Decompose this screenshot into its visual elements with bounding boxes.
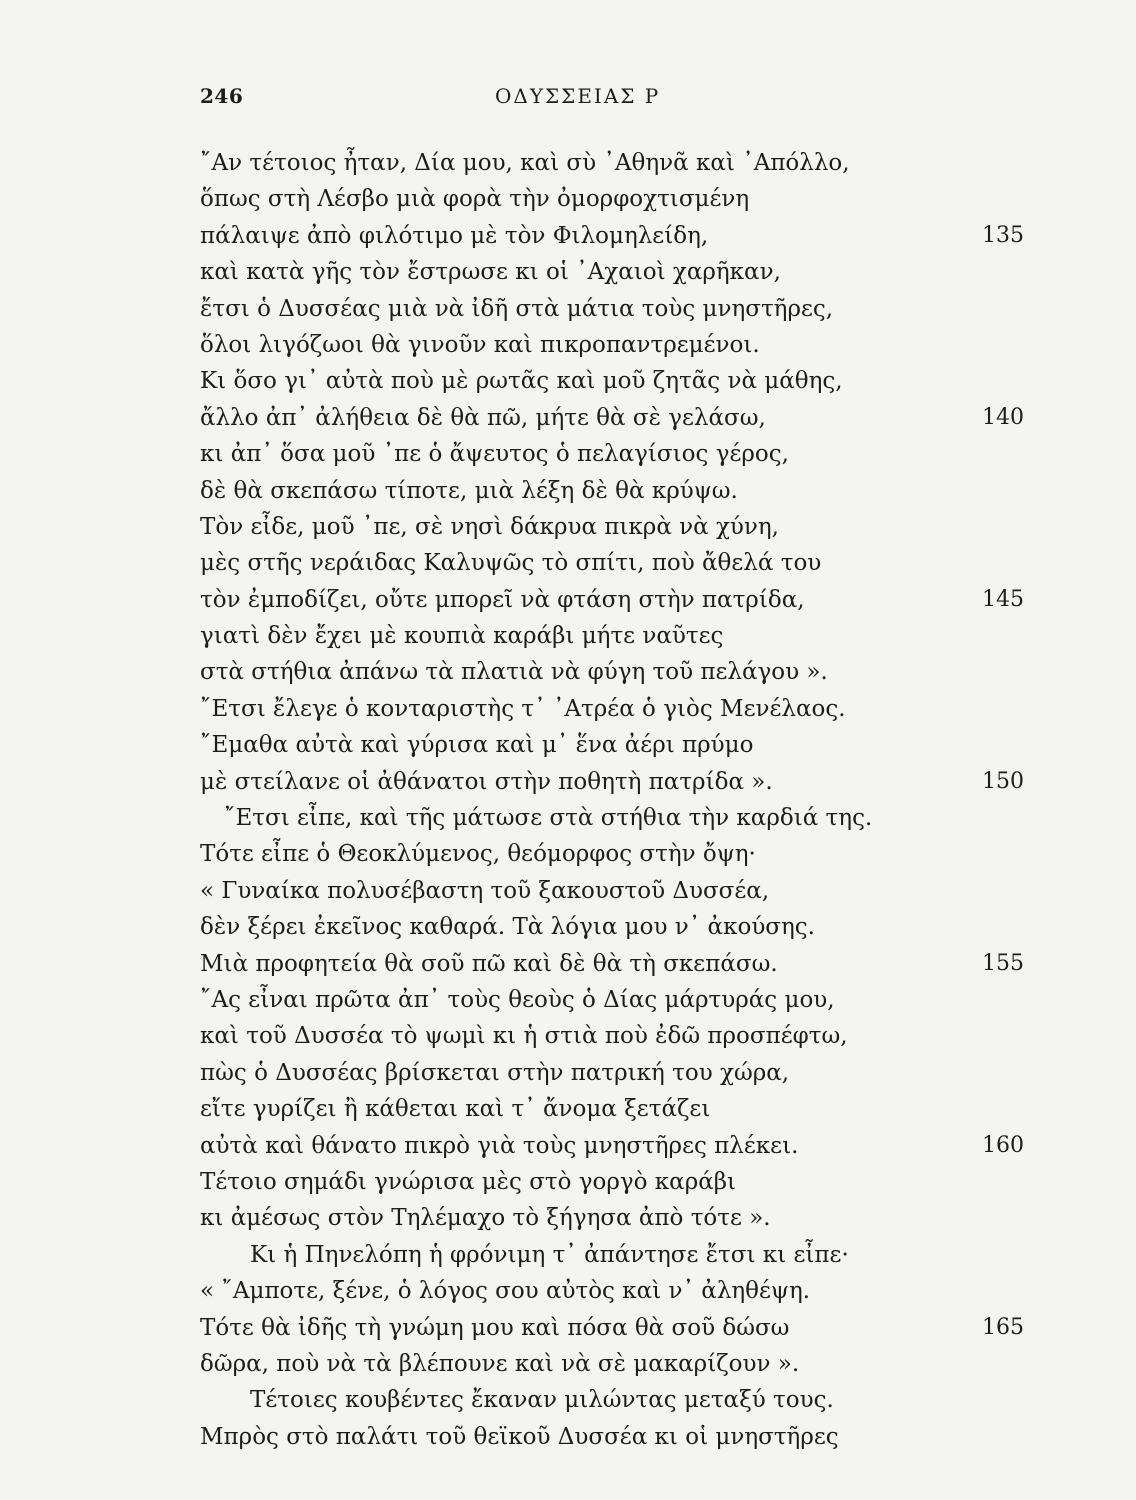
verse-text: μὲς στῆς νεράιδας Καλυψῶς τὸ σπίτι, ποὺ ἄθελά του (200, 550, 822, 577)
verse-text: πὼς ὁ Δυσσέας βρίσκεται στὴν πατρική του χώρα, (200, 1059, 790, 1086)
verse-text: Μιὰ προφητεία θὰ σοῦ πῶ καὶ δὲ θὰ τὴ σκεπάσω. (200, 950, 778, 977)
verse-line (200, 1164, 1060, 1200)
verse-text: δὲν ξέρει ἐκεῖνος καθαρά. Τὰ λόγια μου ν᾿ ἀκούσης. (200, 914, 815, 941)
verse-line (200, 909, 1060, 945)
verse-line (200, 1382, 1060, 1418)
verse-text: ἔτσι ὁ Δυσσέας μιὰ νὰ ἰδῆ στὰ μάτια τοὺς μνηστῆρες, (200, 295, 834, 322)
line-number: 145 (982, 586, 1024, 612)
verse-line (200, 218, 1060, 254)
verse-text: Τότε θὰ ἰδῆς τὴ γνώμη μου καὶ πόσα θὰ σοῦ δώσω (200, 1314, 790, 1341)
page-header (200, 84, 760, 114)
page-number: 246 (200, 84, 244, 108)
verse-line (200, 509, 1060, 545)
verse-line (200, 836, 1060, 872)
verse-text: πάλαιψε ἀπὸ φιλότιμο μὲ τὸν Φιλομηλείδη, (200, 222, 709, 249)
verse-text: γιατὶ δὲν ἔχει μὲ κουπιὰ καράβι μήτε ναῦτες (200, 623, 724, 650)
verse-text: Κι ἡ Πηνελόπη ἡ φρόνιμη τ᾿ ἀπάντησε ἔτσι κι εἶπε· (250, 1241, 849, 1268)
verse-text: μὲ στείλανε οἱ ἀθάνατοι στὴν ποθητὴ πατρίδα ». (200, 768, 773, 795)
verse-text: κι ἀμέσως στὸν Τηλέμαχο τὸ ξήγησα ἀπὸ τότε ». (200, 1205, 771, 1232)
verse-line (200, 1237, 1060, 1273)
verse-text: ῎Αν τέτοιος ἦταν, Δία μου, καὶ σὺ ᾿Αθηνᾶ καὶ ᾿Απόλλο, (200, 150, 850, 176)
verse-line (200, 800, 1060, 836)
verse-text: δὲ θὰ σκεπάσω τίποτε, μιὰ λέξη δὲ θὰ κρύψω. (200, 477, 738, 504)
verse-text: ῎Ας εἶναι πρῶτα ἀπ᾿ τοὺς θεοὺς ὁ Δίας μάρτυράς μου, (200, 986, 835, 1013)
verse-text: αὐτὰ καὶ θάνατο πικρὸ γιὰ τοὺς μνηστῆρες πλέκει. (200, 1132, 799, 1159)
line-number: 155 (982, 950, 1024, 976)
verse-text: ῎Ετσι ἔλεγε ὁ κονταριστὴς τ᾿ ᾿Ατρέα ὁ γιὸς Μενέλαος. (200, 695, 846, 722)
verse-text: ῎Εμαθα αὐτὰ καὶ γύρισα καὶ μ᾿ ἕνα ἀέρι πρύμο (200, 732, 754, 759)
verse-text: Μπρὸς στὸ παλάτι τοῦ θεϊκοῦ Δυσσέα κι οἱ μνηστῆρες (200, 1423, 839, 1450)
verse-line (200, 327, 1060, 363)
line-number: 165 (982, 1314, 1024, 1340)
verse-line (200, 873, 1060, 909)
verse-line (200, 1273, 1060, 1309)
verse-line (200, 1200, 1060, 1236)
verse-text: Τότε εἶπε ὁ Θεοκλύμενος, θεόμορφος στὴν ὄψη· (200, 841, 756, 868)
verse-line (200, 1346, 1060, 1382)
verse-line (200, 618, 1060, 654)
verse-text: ὅλοι λιγόζωοι θὰ γινοῦν καὶ πικροπαντρεμένοι. (200, 331, 760, 358)
line-number: 150 (982, 768, 1024, 794)
verse-line (200, 1128, 1060, 1164)
verse-text: κι ἀπ᾿ ὅσα μοῦ ᾿πε ὁ ἄψευτος ὁ πελαγίσιος γέρος, (200, 441, 789, 468)
verse-line (200, 1055, 1060, 1091)
verse-line (200, 1419, 1060, 1455)
verse-line (200, 764, 1060, 800)
verse-line (200, 982, 1060, 1018)
verse-text: καὶ τοῦ Δυσσέα τὸ ψωμὶ κι ἡ στιὰ ποὺ ἐδῶ προσπέφτω, (200, 1023, 848, 1050)
verse-line (200, 400, 1060, 436)
verse-text: καὶ κατὰ γῆς τὸν ἔστρωσε κι οἱ ᾿Αχαιοὶ χαρῆκαν, (200, 259, 781, 286)
verse-text: ἄλλο ἀπ᾿ ἀλήθεια δὲ θὰ πῶ, μήτε θὰ σὲ γελάσω, (200, 404, 766, 431)
verse-line (200, 1310, 1060, 1346)
verse-line (200, 727, 1060, 763)
verse-text: Τέτοιο σημάδι γνώρισα μὲς στὸ γοργὸ καράβι (200, 1168, 737, 1195)
verse-line (200, 181, 1060, 217)
verse-block (200, 145, 1060, 1455)
verse-text: εἴτε γυρίζει ἢ κάθεται καὶ τ᾿ ἄνομα ξετάζει (200, 1096, 711, 1123)
verse-line (200, 254, 1060, 290)
verse-text: ῎Ετσι εἶπε, καὶ τῆς μάτωσε στὰ στήθια τὴν καρδιά της. (224, 805, 873, 832)
verse-line (200, 436, 1060, 472)
verse-text: ὅπως στὴ Λέσβο μιὰ φορὰ τὴν ὀμορφοχτισμένη (200, 186, 750, 213)
verse-line (200, 473, 1060, 509)
verse-text: Τὸν εἶδε, μοῦ ᾿πε, σὲ νησὶ δάκρυα πικρὰ νὰ χύνη, (200, 513, 779, 540)
verse-text: στὰ στήθια ἀπάνω τὰ πλατιὰ νὰ φύγη τοῦ πελάγου ». (200, 659, 828, 686)
verse-text: « ῎Αμποτε, ξένε, ὁ λόγος σου αὐτὸς καὶ ν᾿ ἀληθέψη. (200, 1278, 811, 1305)
line-number: 135 (982, 222, 1024, 248)
verse-line (200, 946, 1060, 982)
verse-text: δῶρα, ποὺ νὰ τὰ βλέπουνε καὶ νὰ σὲ μακαρίζουν ». (200, 1350, 800, 1377)
verse-line (200, 582, 1060, 618)
verse-line (200, 691, 1060, 727)
running-title: ΟΔΥΣΣΕΙΑΣ Ρ (495, 84, 661, 108)
verse-text: τὸν ἐμποδίζει, οὔτε μπορεῖ νὰ φτάση στὴν πατρίδα, (200, 586, 805, 613)
line-number: 140 (982, 404, 1024, 430)
line-number: 160 (982, 1132, 1024, 1158)
verse-line (200, 654, 1060, 690)
verse-text: « Γυναίκα πολυσέβαστη τοῦ ξακουστοῦ Δυσσέα, (200, 877, 770, 904)
verse-line (200, 145, 1060, 181)
verse-line (200, 1091, 1060, 1127)
verse-text: Κι ὅσο γι᾿ αὐτὰ ποὺ μὲ ρωτᾶς καὶ μοῦ ζητᾶς νὰ μάθης, (200, 368, 843, 395)
verse-line (200, 363, 1060, 399)
verse-line (200, 1018, 1060, 1054)
verse-line (200, 545, 1060, 581)
verse-text: Τέτοιες κουβέντες ἔκαναν μιλώντας μεταξύ τους. (250, 1387, 834, 1414)
verse-line (200, 291, 1060, 327)
